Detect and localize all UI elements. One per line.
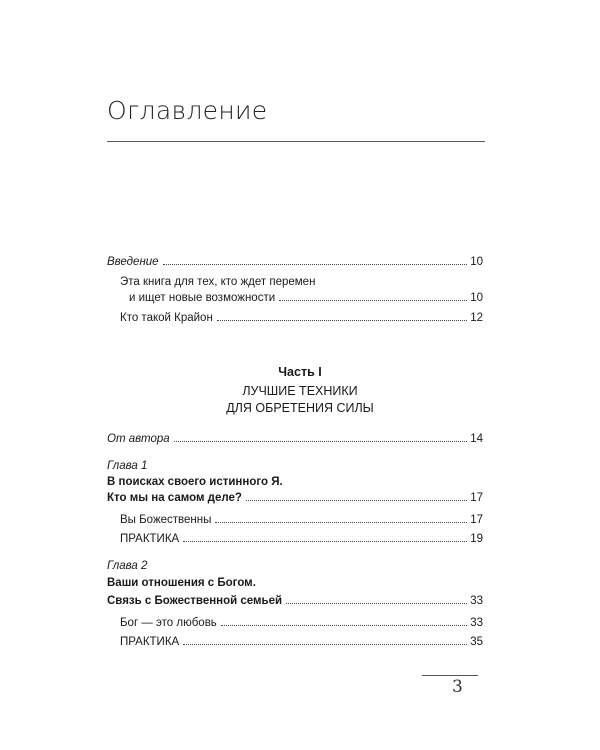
dot-leader <box>183 644 467 645</box>
dot-leader <box>221 625 467 626</box>
chapter-title-line1: Ваши отношения с Богом. <box>107 577 256 589</box>
toc-page-number: 33 <box>470 595 483 607</box>
toc-page-number: 17 <box>470 514 483 526</box>
dot-leader <box>279 300 467 301</box>
toc-entry-label: ПРАКТИКА <box>120 533 180 545</box>
dot-leader <box>163 264 468 265</box>
toc-entry-label: Бог — это любовь <box>120 617 217 629</box>
toc-entry-author[interactable] <box>107 432 483 446</box>
page-title: Оглавление <box>107 96 268 125</box>
chapter-label: Глава 1 <box>107 460 148 472</box>
toc-entry-chapter1-1[interactable] <box>120 513 483 527</box>
part-label: Часть I <box>278 365 322 379</box>
dot-leader <box>286 603 467 604</box>
toc-entry-chapter2[interactable] <box>107 594 483 608</box>
toc-entry-label: Вы Божественны <box>120 514 212 526</box>
part-title-line1: ЛУЧШИЕ ТЕХНИКИ <box>242 384 358 398</box>
toc-page-number: 14 <box>470 433 483 445</box>
toc-entry-chapter1[interactable] <box>107 491 483 505</box>
dot-leader <box>183 541 467 542</box>
toc-page-number: 10 <box>470 292 483 304</box>
toc-entry-label: ПРАКТИКА <box>120 636 180 648</box>
toc-entry-label: Кто мы на самом деле? <box>107 492 242 504</box>
dot-leader <box>215 522 467 523</box>
toc-page-number: 33 <box>470 617 483 629</box>
dot-leader <box>174 441 468 442</box>
dot-leader <box>246 500 467 501</box>
title-divider <box>107 141 485 142</box>
dot-leader <box>217 320 467 321</box>
toc-entry-intro-1[interactable] <box>129 291 483 305</box>
toc-page-number: 19 <box>470 533 483 545</box>
toc-page-number: 12 <box>470 312 483 324</box>
toc-entry-label: Кто такой Крайон <box>120 312 213 324</box>
toc-page-number: 17 <box>470 492 483 504</box>
toc-page-number: 35 <box>470 636 483 648</box>
toc-entry-label: Связь с Божественной семьей <box>107 595 283 607</box>
chapter-label: Глава 2 <box>107 560 148 572</box>
toc-entry-label-line1: Эта книга для тех, кто ждет перемен <box>120 276 316 288</box>
page-number: 3 <box>452 677 463 697</box>
toc-entry-chapter2-2[interactable] <box>120 635 483 649</box>
toc-entry-intro-2[interactable] <box>120 311 483 325</box>
toc-entry-label: и ищет новые возможности <box>129 292 276 304</box>
toc-entry-intro[interactable] <box>107 255 483 269</box>
part-title-line2: ДЛЯ ОБРЕТЕНИЯ СИЛЫ <box>226 401 374 415</box>
footer-divider <box>422 675 478 676</box>
chapter-title-line1: В поисках своего истинного Я. <box>107 476 283 488</box>
toc-entry-label: От автора <box>107 433 170 445</box>
toc-entry-label: Введение <box>107 256 159 268</box>
toc-entry-chapter2-1[interactable] <box>120 616 483 630</box>
toc-page-number: 10 <box>470 256 483 268</box>
toc-entry-chapter1-2[interactable] <box>120 532 483 546</box>
